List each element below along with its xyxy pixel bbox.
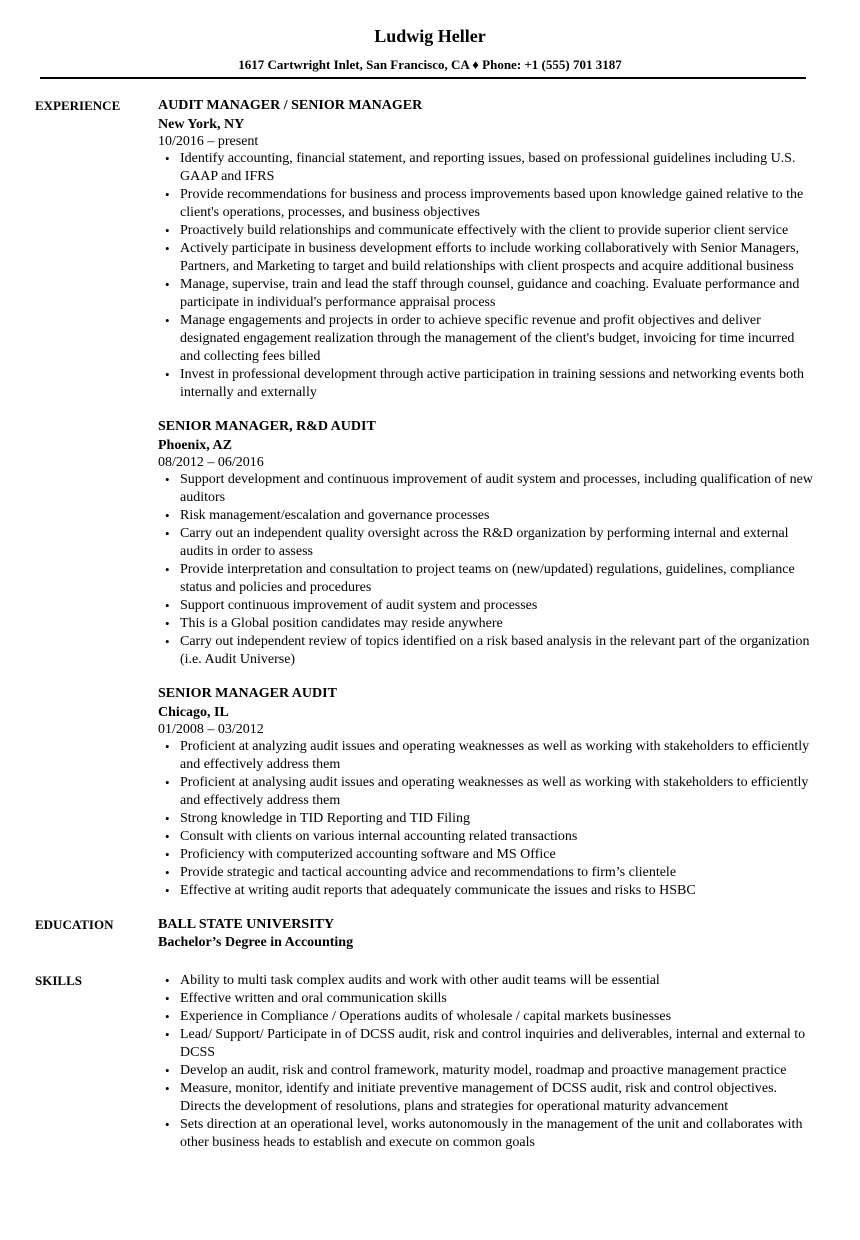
bullet-item: • Lead/ Support/ Participate in of DCSS audit, risk and control inquiries and deliverables, internal and external to DCSS [158, 1026, 818, 1062]
bullet-item: • This is a Global position candidates may reside anywhere [158, 615, 818, 633]
candidate-name: Ludwig Heller [374, 26, 486, 46]
bullet-item: • Proficient at analyzing audit issues and operating weaknesses as well as working with stakeholders to efficiently and effectively address them [158, 738, 818, 774]
bullet-item: • Identify accounting, financial statement, and reporting issues, based on professional guidelines including U.S. GAAP and IFRS [158, 150, 818, 186]
job-dates: 10/2016 – present [158, 134, 259, 149]
bullet-item: • Strong knowledge in TID Reporting and TID Filing [158, 810, 818, 828]
bullet-item: • Manage, supervise, train and lead the staff through counsel, guidance and coaching. Evaluate performance and participate in individual's performance appraisal process [158, 276, 818, 312]
section-label-education: EDUCATION [35, 917, 114, 932]
skills-section [0, 972, 860, 1152]
experience-section [0, 97, 860, 916]
resume-content [0, 97, 860, 1152]
skills-body [158, 972, 818, 1152]
bullet-item: • Manage engagements and projects in order to achieve specific revenue and profit objectives and deliver designated engagement realization through the management of the client's budget, invoicing for time incurred and collecting fees billed [158, 312, 818, 366]
job-location: Phoenix, AZ [158, 438, 232, 453]
bullet-item: • Develop an audit, risk and control framework, maturity model, roadmap and proactive management practice [158, 1062, 818, 1080]
bullet-item: • Actively participate in business development efforts to include working collaboratively with Senior Managers, Partners, and Marketing to target and build relationships with client prospects and acquire additional business [158, 240, 818, 276]
education-section [0, 916, 860, 952]
skills-bullets [158, 972, 818, 1152]
bullet-item: • Effective written and oral communication skills [158, 990, 818, 1008]
contact-line: 1617 Cartwright Inlet, San Francisco, CA ♦ Phone: +1 (555) 701 3187 [238, 57, 622, 72]
bullet-item: • Carry out an independent quality oversight across the R&D organization by performing internal and external audits in order to assess [158, 525, 818, 561]
bullet-item: • Provide recommendations for business and process improvements based upon knowledge gained relative to the client's operations, processes, and business objectives [158, 186, 818, 222]
degree-name: Bachelor’s Degree in Accounting [158, 935, 354, 950]
section-label-experience: EXPERIENCE [35, 98, 121, 113]
bullet-item: • Support continuous improvement of audit system and processes [158, 597, 818, 615]
job-dates: 08/2012 – 06/2016 [158, 455, 264, 470]
section-spacer [0, 952, 860, 972]
bullet-item: • Support development and continuous improvement of audit system and processes, including qualification of new auditors [158, 471, 818, 507]
bullet-item: • Proficient at analysing audit issues and operating weaknesses as well as working with stakeholders to efficiently and effectively address them [158, 774, 818, 810]
bullet-item: • Consult with clients on various internal accounting related transactions [158, 828, 818, 846]
bullet-item: • Sets direction at an operational level, works autonomously in the management of the unit and collaborates with other business heads to establish and execute on common goals [158, 1116, 818, 1152]
section-label-skills: SKILLS [35, 973, 82, 988]
job-entry [158, 685, 818, 900]
job-title: SENIOR MANAGER, R&D AUDIT [158, 419, 376, 434]
job-dates: 01/2008 – 03/2012 [158, 722, 264, 737]
bullet-item: • Measure, monitor, identify and initiate preventive management of DCSS audit, risk and control objectives. Directs the development of resolutions, plans and strategies for operational maturity advancement [158, 1080, 818, 1116]
job-title: AUDIT MANAGER / SENIOR MANAGER [158, 98, 423, 113]
resume-header [0, 0, 860, 73]
job-location: New York, NY [158, 117, 245, 132]
bullet-item: • Provide interpretation and consultation to project teams on (new/updated) regulations, guidelines, compliance status and policies and procedures [158, 561, 818, 597]
education-body [158, 916, 818, 952]
job-title: SENIOR MANAGER AUDIT [158, 686, 337, 701]
bullet-item: • Proactively build relationships and communicate effectively with the client to provide superior client service [158, 222, 818, 240]
bullet-item: • Risk management/escalation and governance processes [158, 507, 818, 525]
bullet-item: • Provide strategic and tactical accounting advice and recommendations to firm’s clientele [158, 864, 818, 882]
bullet-item: • Invest in professional development through active participation in training sessions and networking events both internally and externally [158, 366, 818, 402]
bullet-item: • Carry out independent review of topics identified on a risk based analysis in the relevant part of the organization (i.e. Audit Universe) [158, 633, 818, 669]
job-entry [158, 97, 818, 402]
bullet-item: • Effective at writing audit reports that adequately communicate the issues and risks to HSBC [158, 882, 818, 900]
job-bullets [158, 738, 818, 900]
job-bullets [158, 150, 818, 402]
experience-list [158, 97, 818, 916]
bullet-item: • Proficiency with computerized accounting software and MS Office [158, 846, 818, 864]
job-location: Chicago, IL [158, 705, 229, 720]
school-name: BALL STATE UNIVERSITY [158, 917, 335, 932]
header-divider [40, 77, 806, 79]
job-entry [158, 418, 818, 669]
bullet-item: • Experience in Compliance / Operations audits of wholesale / capital markets businesses [158, 1008, 818, 1026]
job-bullets [158, 471, 818, 669]
bullet-item: • Ability to multi task complex audits and work with other audit teams will be essential [158, 972, 818, 990]
